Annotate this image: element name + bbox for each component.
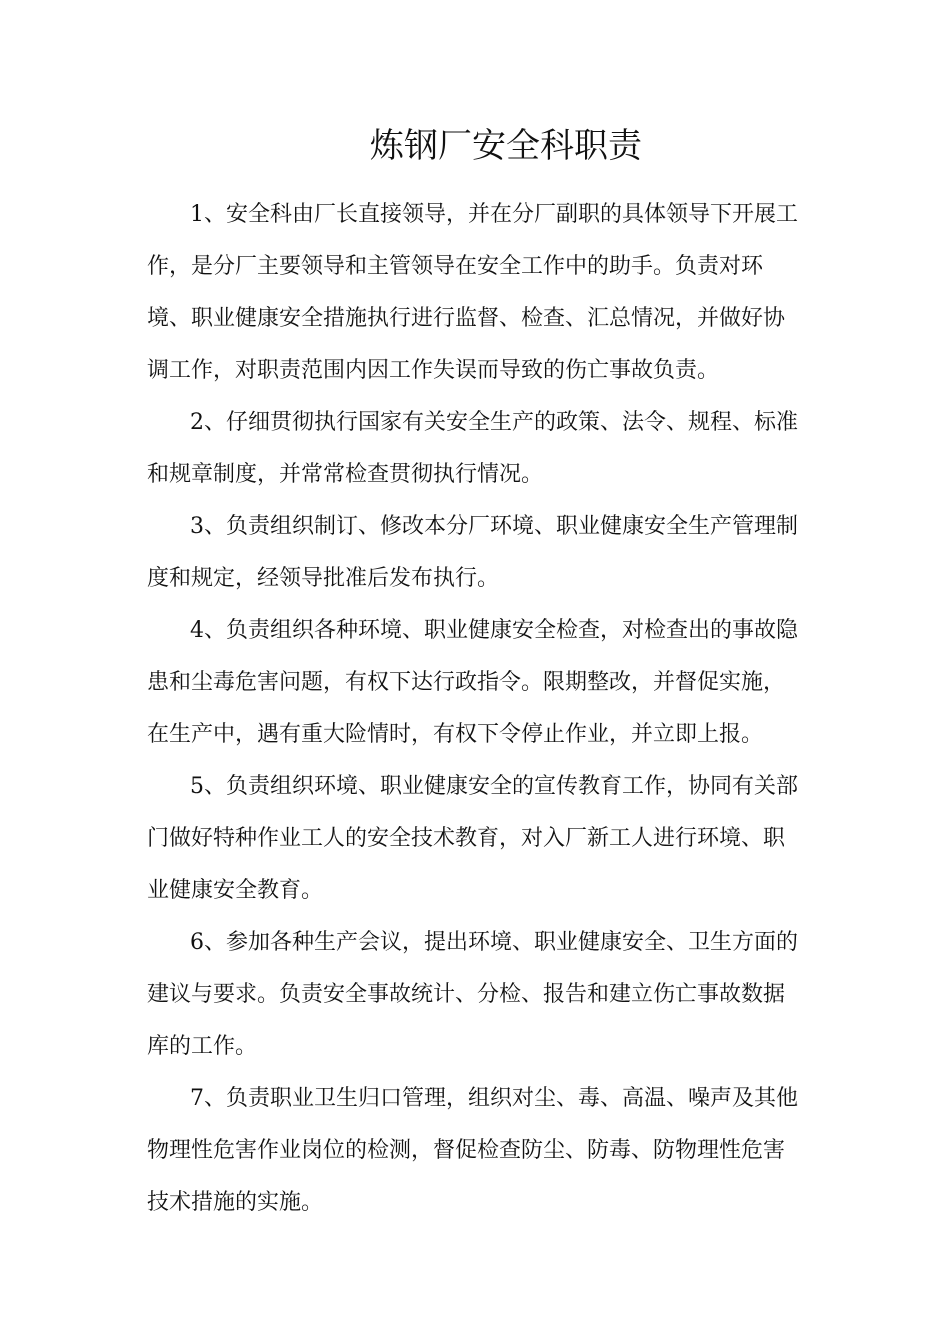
paragraph-1-line-4: 调工作，对职责范围内因工作失误而导致的伤亡事故负责。	[147, 358, 720, 383]
paragraph-4-line-3: 在生产中，遇有重大险情时，有权下令停止作业，并立即上报。	[147, 722, 764, 747]
paragraph-1-line-1: 1、安全科由厂长直接领导，并在分厂副职的具体领导下开展工	[190, 202, 798, 227]
paragraph-3-line-1: 3、负责组织制订、修改本分厂环境、职业健康安全生产管理制	[190, 514, 798, 539]
paragraph-7-line-2: 物理性危害作业岗位的检测，督促检查防尘、防毒、防物理性危害	[147, 1138, 786, 1163]
paragraph-7-line-3: 技术措施的实施。	[147, 1190, 324, 1215]
paragraph-5-line-2: 门做好特种作业工人的安全技术教育，对入厂新工人进行环境、职	[147, 826, 786, 851]
paragraph-1-line-2: 作，是分厂主要领导和主管领导在安全工作中的助手。负责对环	[147, 254, 764, 279]
paragraph-4-line-2: 患和尘毒危害问题，有权下达行政指令。限期整改，并督促实施，	[147, 670, 786, 695]
paragraph-5-line-1: 5、负责组织环境、职业健康安全的宣传教育工作，协同有关部	[190, 774, 798, 799]
paragraph-6-line-1: 6、参加各种生产会议，提出环境、职业健康安全、卫生方面的	[190, 930, 798, 955]
paragraph-2-line-2: 和规章制度，并常常检查贯彻执行情况。	[147, 462, 544, 487]
paragraph-2-line-1: 2、仔细贯彻执行国家有关安全生产的政策、法令、规程、标准	[190, 410, 798, 435]
document-title: 炼钢厂安全科职责	[370, 126, 642, 166]
paragraph-6-line-3: 库的工作。	[147, 1034, 258, 1059]
paragraph-4-line-1: 4、负责组织各种环境、职业健康安全检查，对检查出的事故隐	[190, 618, 798, 643]
paragraph-3-line-2: 度和规定，经领导批准后发布执行。	[147, 566, 500, 591]
paragraph-1-line-3: 境、职业健康安全措施执行进行监督、检查、汇总情况，并做好协	[147, 306, 786, 331]
paragraph-6-line-2: 建议与要求。负责安全事故统计、分检、报告和建立伤亡事故数据	[147, 982, 786, 1007]
paragraph-5-line-3: 业健康安全教育。	[147, 878, 324, 903]
paragraph-7-line-1: 7、负责职业卫生归口管理，组织对尘、毒、高温、噪声及其他	[190, 1086, 798, 1111]
